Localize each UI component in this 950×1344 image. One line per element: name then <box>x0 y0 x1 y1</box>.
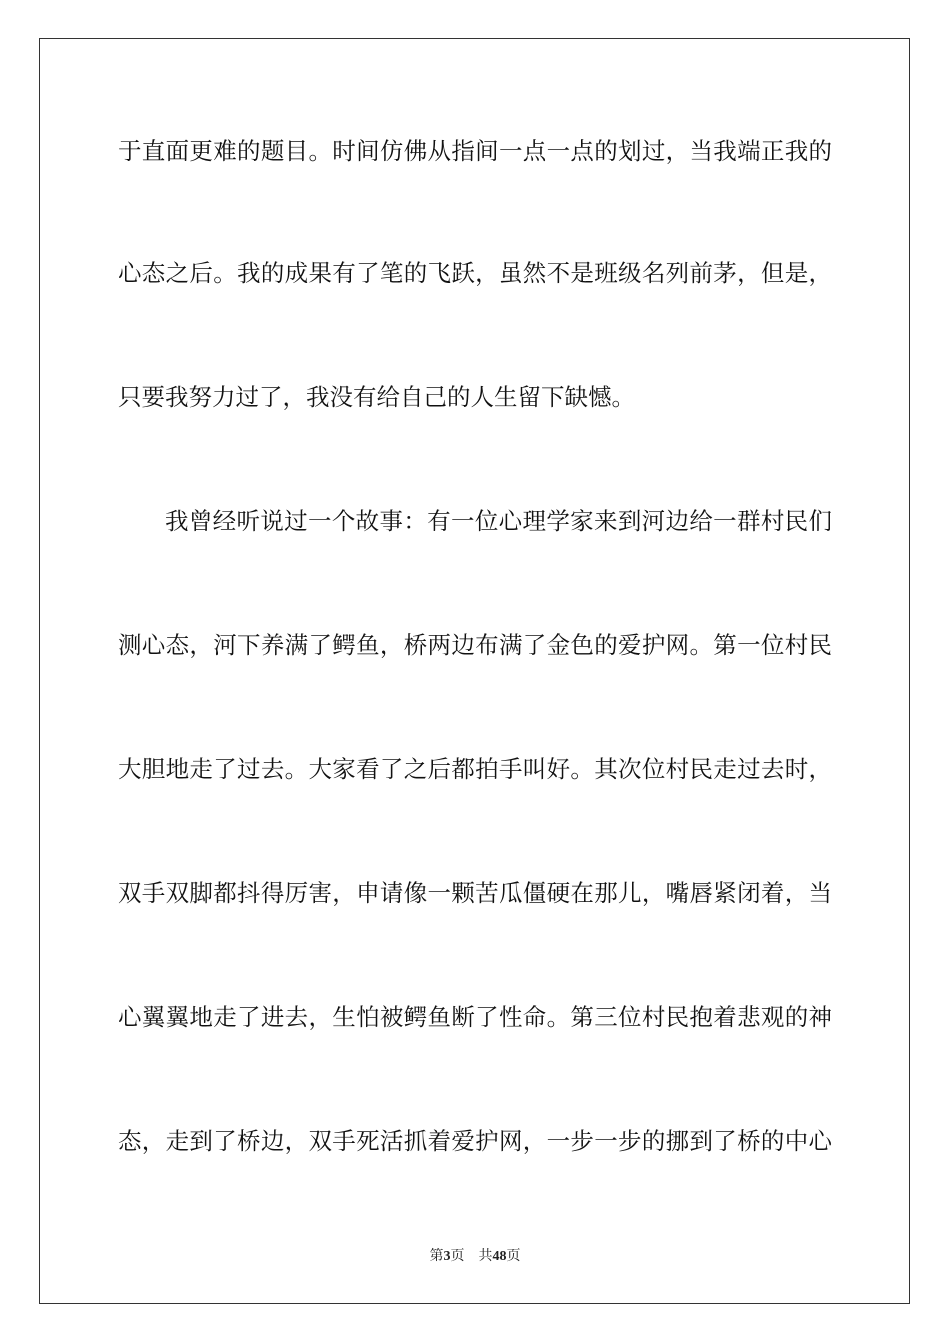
body-text-line-7: 双手双脚都抖得厉害，申请像一颗苦瓜僵硬在那儿，嘴唇紧闭着，当 <box>118 879 832 907</box>
body-text-line-1: 于直面更难的题目。时间仿佛从指间一点一点的划过，当我端正我的 <box>118 137 832 165</box>
body-text-line-6: 大胆地走了过去。大家看了之后都拍手叫好。其次位村民走过去时， <box>118 755 832 783</box>
body-text-line-2: 心态之后。我的成果有了笔的飞跃，虽然不是班级名列前茅，但是， <box>118 259 832 287</box>
total-prefix: 共 <box>478 1248 493 1264</box>
page-footer <box>0 1246 950 1267</box>
paragraph-first-line: 我曾经听说过一个故事：有一位心理学家来到河边给一群村民们 <box>165 507 832 535</box>
page-prefix: 第 <box>429 1248 444 1264</box>
body-text-line-5: 测心态，河下养满了鳄鱼，桥两边布满了金色的爱护网。第一位村民 <box>118 631 832 659</box>
page-number: 3 <box>443 1249 451 1264</box>
page-suffix: 页 <box>450 1248 465 1264</box>
total-pages: 48 <box>492 1249 507 1264</box>
body-text-line-3: 只要我努力过了，我没有给自己的人生留下缺憾。 <box>118 383 635 411</box>
body-text-line-8: 心翼翼地走了进去，生怕被鳄鱼断了性命。第三位村民抱着悲观的神 <box>118 1003 832 1031</box>
page-border <box>39 38 910 1304</box>
body-text-line-9: 态，走到了桥边，双手死活抓着爱护网，一步一步的挪到了桥的中心 <box>118 1127 832 1155</box>
total-suffix: 页 <box>506 1248 521 1264</box>
